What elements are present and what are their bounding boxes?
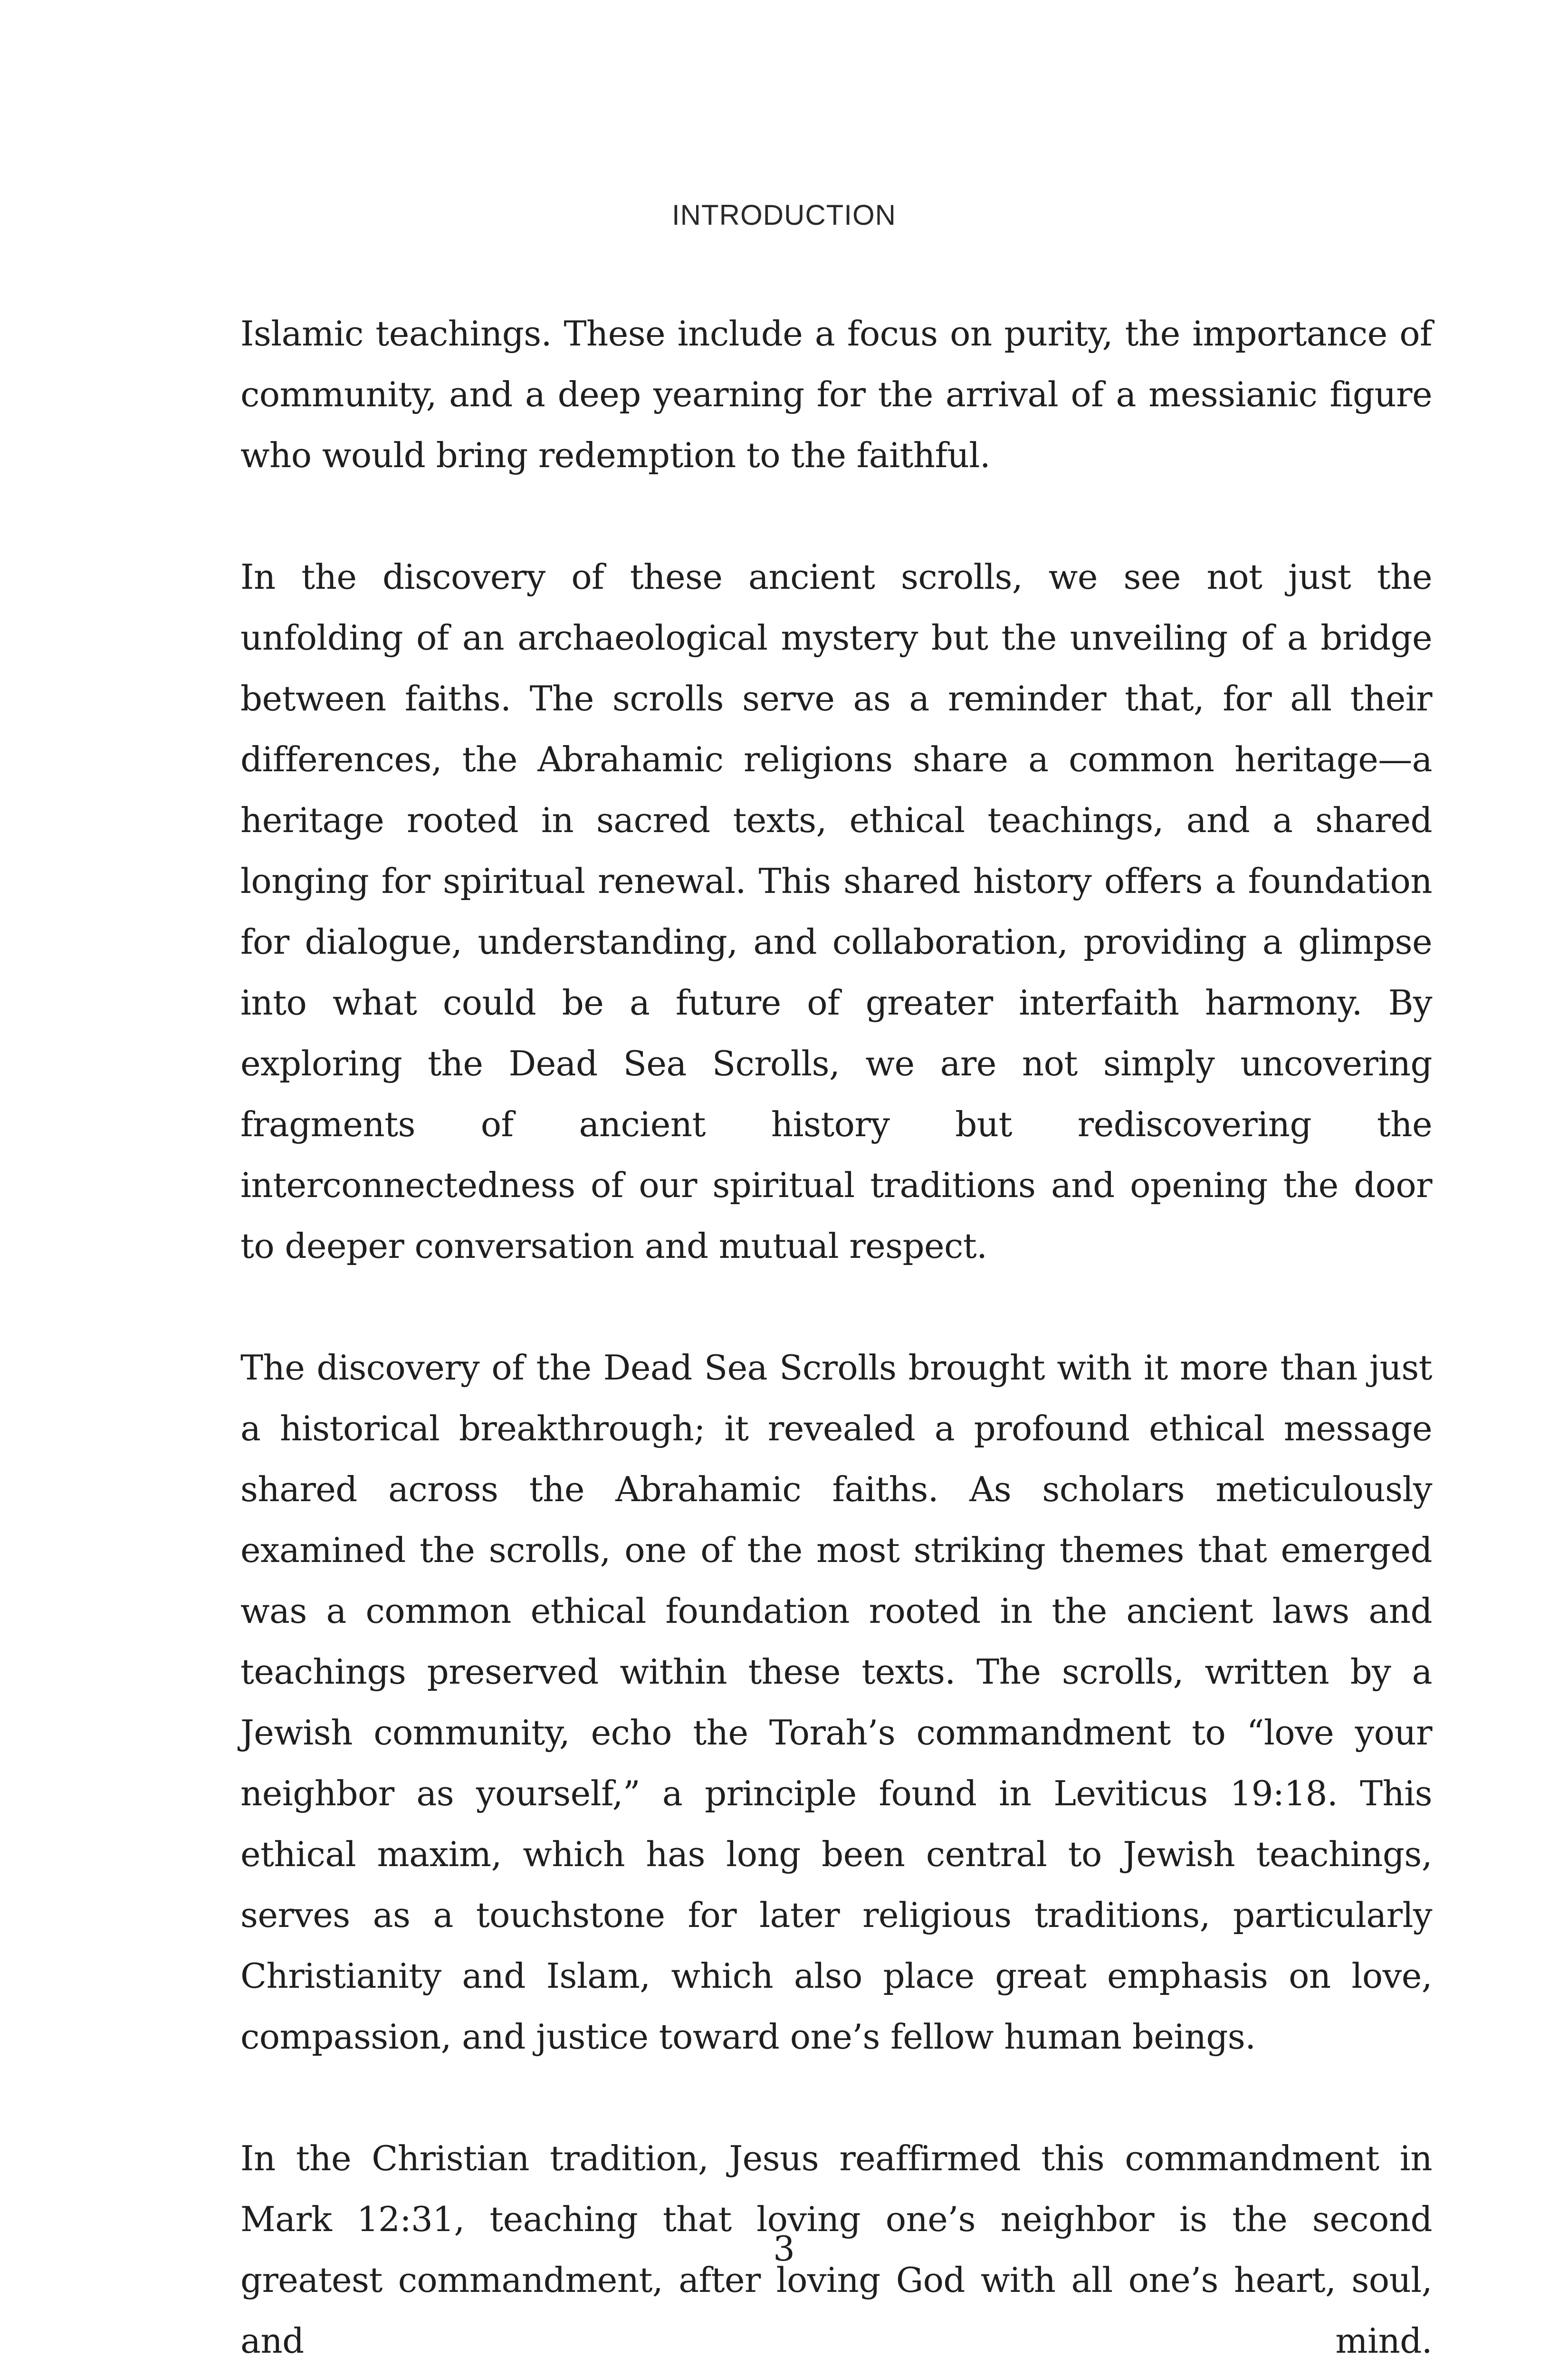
paragraph-1: Islamic teachings. These include a focus on purity, the importance of community, and a deep yearning for the arrival of a messianic figure who would bring redemption to the faithful. — [240, 314, 1432, 475]
paragraph-4: In the Christian tradition, Jesus reaffirmed this commandment in Mark 12:31, teaching that loving one’s neighbor is the second greatest commandment, after loving God with all one’s heart, soul, and mind. — [240, 2138, 1432, 2361]
paragraph-2: In the discovery of these ancient scrolls, we see not just the unfolding of an archaeological mystery but the unveiling of a bridge between faiths. The scrolls serve as a reminder that, for all their differences, the Abrahamic religions share a common heritage—a heritage rooted in sacred texts, ethical teachings, and a shared longing for spiritual renewal. This shared history offers a foundation for dialogue, understanding, and collaboration, providing a glimpse into what could be a future of greater interfaith harmony. By exploring the Dead Sea Scrolls, we are not simply uncovering fragments of ancient history but rediscovering the interconnectedness of our spiritual traditions and opening the door to deeper conversation and mutual respect. — [240, 557, 1432, 1266]
body-text — [240, 303, 1432, 2371]
page-number: 3 — [773, 2229, 795, 2269]
running-head: INTRODUCTION — [672, 199, 896, 231]
paragraph-3: The discovery of the Dead Sea Scrolls brought with it more than just a historical breakthrough; it revealed a profound ethical message shared across the Abrahamic faiths. As scholars meticulously examined the scrolls, one of the most striking themes that emerged was a common ethical foundation rooted in the ancient laws and teachings preserved within these texts. The scrolls, written by a Jewish community, echo the Torah’s commandment to “love your neighbor as yourself,” a principle found in Leviticus 19:18. This ethical maxim, which has long been central to Jewish teachings, serves as a touchstone for later religious traditions, particularly Christianity and Islam, which also place great emphasis on love, compassion, and justice toward one’s fellow human beings. — [240, 1348, 1432, 2057]
